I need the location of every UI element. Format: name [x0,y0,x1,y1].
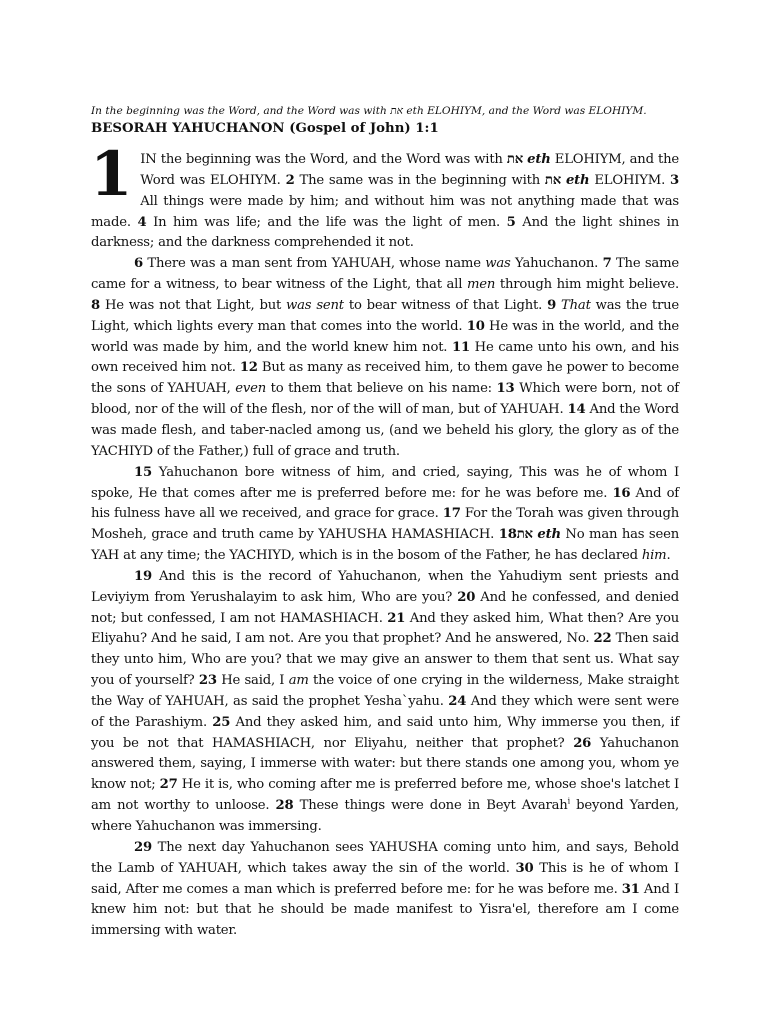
text-run: Yahuchanon answered them, saying, I immerse with water: but there stands one among you, whom ye know not; [91,735,679,793]
text-run: And I knew him not: but that he should be made manifest to Yisra'el, therefore am I come immersing with water. [91,881,679,939]
paragraph-1 [90,139,679,254]
paragraph-5 [91,838,679,942]
text-run: In him was life; and the life was the light of men. [146,214,507,230]
text-run: This is he of whom I said, After me comes a man which is preferred before me: for he was before me. [91,860,680,897]
text-run: ELOHIYM, and the Word was ELOHIYM. [140,152,679,188]
text-run: And this is the record of Yahuchanon, when the Yahudiym sent priests and Leviyiym from Yerushalayim to ask him, Who are you? [91,568,679,605]
text-run: And they asked him, What then? Are you Eliyahu? And he said, I am not. Are you that prophet? And he answered, No. [91,610,679,647]
italic-text: him [641,548,667,564]
hebrew-aleph-tav: את [516,527,533,543]
paragraph-4 [91,567,679,838]
verse-number: 25 [212,714,231,730]
text-run: through him might believe. [495,277,679,293]
text-run: And they which were sent were of the Parashiym. [91,693,679,730]
verse-number: 9 [547,297,557,313]
verse-number: 19 [134,568,152,584]
verse-number: 28 [275,798,294,814]
italic-text: men [466,277,496,293]
verse-number: 20 [457,589,476,605]
verse-number: 17 [442,506,461,522]
verse-number: 18 [498,527,517,543]
text-run: the voice of one crying in the wilderness, Make straight the Way of YAHUAH, as said the prophet Yesha`yahu. [91,673,680,709]
verse-number: 4 [137,214,147,230]
italic-text: was sent [286,297,344,313]
text-run: was the true Light, which lights every man that comes into the world. [91,297,679,334]
text-run: And the light shines in darkness; and the darkness comprehended it not. [91,214,679,251]
paragraph-3 [91,463,679,567]
verse-number: 29 [134,839,152,855]
italic-text: am [288,673,309,689]
text-run: IN the beginning was the Word, and the Word was with [140,152,507,167]
text-run: And they asked him, and said unto him, Why immerse you then, if you be not that HAMASHIACH, nor Eliyahu, neither that prophet? [91,714,680,751]
verse-number: 13 [496,381,515,397]
hebrew-gloss: eth [527,152,551,167]
text-run: Yahuchanon. [510,256,603,272]
verse-number: 21 [387,610,406,626]
verse-number: 12 [239,360,258,376]
text-run: He it is, who coming after me is preferred before me, whose shoe's latchet I am not worthy to unloose. [91,777,679,814]
italic-text: That [561,297,591,313]
hebrew-aleph-tav: את [506,152,523,167]
text-run: But as many as received him, to them gave he power to become the sons of YAHUAH, [91,360,679,397]
chapter-number: 1 [90,139,133,210]
header-quote: In the beginning was the Word, and the Word was with את eth ELOHIYM, and the Word was ELOHIYM. [91,105,647,117]
text-run: ELOHIYM. [589,172,670,188]
verse-number: 7 [602,256,612,272]
verse-number: 15 [134,464,152,480]
verse-number: 26 [573,735,592,751]
text-run: All things were made by him; and without him was not anything made that was made. [91,193,679,230]
text-run: The same came for a witness, to bear witness of the Light, that all [91,256,679,293]
hebrew-gloss: eth [565,172,590,188]
document-page [91,104,679,942]
text-run: Which were born, not of blood, nor of the will of the flesh, nor of the will of man, but of YAHUAH. [91,381,679,418]
verse-number: 3 [670,172,679,188]
text-run: He was not that Light, but [99,297,287,313]
verse-number: 8 [91,297,100,313]
verse-number: 27 [159,777,178,793]
verse-number: 22 [593,631,612,647]
text-run: And he confessed, and denied not; but confessed, I am not HAMASHIACH. [91,589,679,626]
verse-number: 2 [285,172,295,188]
book-title: BESORAH YAHUCHANON (Gospel of John) 1:1 [91,121,439,136]
hebrew-aleph-tav: את [544,172,562,188]
text-run: He said, I [216,673,289,689]
verse-number: 30 [515,860,534,876]
text-run: And of his fulness have all we received, and grace for grace. [91,485,679,522]
text-run: beyond Yarden, where Yahuchanon was immersing. [91,798,679,834]
text-run: There was a man sent from YAHUAH, whose name [142,256,486,272]
text-run: Yahuchanon bore witness of him, and cried, saying, This was he of whom I spoke, He that comes after me is preferred before me: for he was before me. [91,464,679,501]
footnote-marker: i [567,796,570,806]
italic-text: was [485,256,511,272]
verse-number: 31 [621,881,640,897]
italic-text: even [235,381,267,397]
text-run: The next day Yahuchanon sees YAHUSHA coming unto him, and says, Behold the Lamb of YAHUAH, which takes away the sin of the world. [91,839,679,876]
verse-number: 16 [612,485,631,501]
text-run: These things were done in Beyt Avarah [293,798,568,814]
verse-number: 14 [567,402,586,418]
text-run: to bear witness of that Light. [343,297,548,313]
text-run: And the Word was made flesh, and taber-nacled among us, (and we beheld his glory, the glory as of the YACHIYD of the Father,) full of grace and truth. [91,402,679,459]
verse-number: 10 [466,318,485,334]
verse-number: 24 [448,693,467,709]
text-run: For the Torah was given through Mosheh, grace and truth came by YAHUSHA HAMASHIACH. [91,506,679,543]
verse-number: 11 [452,339,470,355]
text-run: The same was in the beginning with [294,172,545,188]
text-run: to them that believe on his name: [266,381,497,397]
text-run: He was in the world, and the world was made by him, and the world knew him not. [91,318,679,355]
verse-number: 23 [198,673,217,689]
text-run: . [666,548,671,564]
verse-number: 5 [506,214,516,230]
verse-number: 6 [134,256,143,272]
text-run: No man has seen YAH at any time; the YACHIYD, which is in the bosom of the Father, he has declared [91,527,679,564]
hebrew-gloss: eth [537,527,561,543]
paragraph-2 [91,254,679,462]
text-run: He came unto his own, and his own received him not. [91,339,679,376]
text-run: Then said they unto him, Who are you? that we may give an answer to them that sent us. What say you of yourself? [91,631,680,689]
